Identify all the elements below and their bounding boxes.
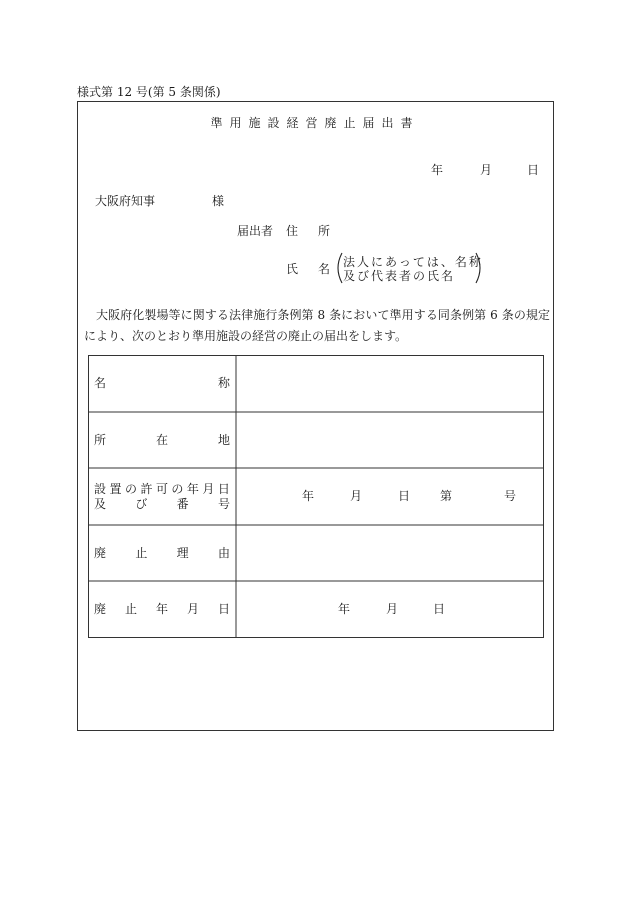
date-day: 日 — [527, 163, 540, 177]
addressee: 大阪府知事 — [95, 194, 156, 208]
row-label-abolition-date: 廃 止 年 月 日 — [94, 602, 230, 616]
date-year: 年 — [431, 163, 444, 177]
row-label-reason: 廃 止 理 由 — [94, 546, 230, 560]
table-row — [88, 525, 544, 581]
row-label-name: 名 称 — [94, 376, 230, 390]
abolition-day: 日 — [433, 602, 446, 616]
corporate-note-line1: 法人にあっては、名称 — [343, 255, 483, 269]
table-row — [88, 412, 544, 468]
table-row — [88, 581, 544, 638]
table-row — [88, 468, 544, 525]
abolition-year: 年 — [338, 602, 351, 616]
name-label: 氏名 — [286, 262, 351, 276]
date-month: 月 — [480, 163, 493, 177]
body-text: 大阪府化製場等に関する法律施行条例第 8 条において準用する同条例第 6 条の規定により、次のとおり準用施設の経営の廃止の届出をします。 — [84, 308, 550, 343]
row-label-permit-date-line2: 及 び 番 号 — [94, 497, 230, 511]
address-label: 住所 — [286, 224, 351, 238]
corporate-note — [334, 252, 484, 284]
row-label-location: 所 在 地 — [94, 433, 230, 447]
honorific: 様 — [212, 194, 225, 208]
abolition-month: 月 — [386, 602, 399, 616]
permit-day: 日 — [398, 489, 411, 503]
form-number: 様式第 12 号(第 5 条関係) — [77, 85, 221, 99]
corporate-note-line2: 及び代表者の氏名 — [343, 269, 456, 283]
info-table — [88, 355, 544, 638]
row-label-permit-date-line1: 設 置 の 許 可 の 年 月 日 — [94, 482, 230, 496]
table-row — [88, 355, 544, 412]
document-title: 準用施設経営廃止届出書 — [210, 116, 420, 130]
permit-number-go: 号 — [504, 489, 517, 503]
applicant-label: 届出者 — [237, 224, 274, 238]
permit-month: 月 — [350, 489, 363, 503]
permit-year: 年 — [302, 489, 315, 503]
permit-number-dai: 第 — [440, 489, 453, 503]
